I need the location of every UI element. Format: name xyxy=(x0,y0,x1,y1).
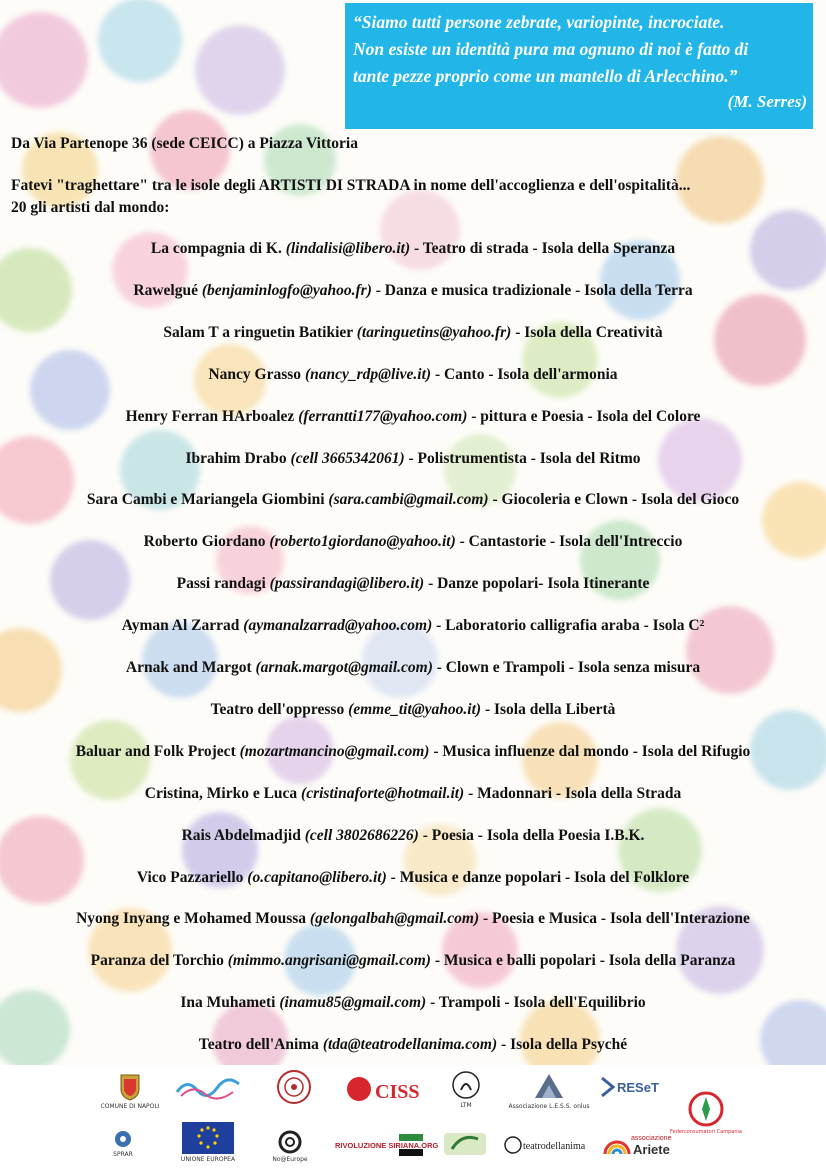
artist-description: - Isola della Creatività xyxy=(511,323,663,341)
artist-description: - Musica influenze dal mondo - Isola del Rifugio xyxy=(429,742,751,760)
artist-name: Ibrahim Drabo xyxy=(185,449,287,467)
ariete-logo xyxy=(600,1125,672,1163)
artist-entry xyxy=(0,491,826,509)
artist-name: Baluar and Folk Project xyxy=(75,742,236,760)
artist-entry xyxy=(0,785,826,803)
less-icon xyxy=(532,1071,566,1101)
artist-entry xyxy=(0,366,826,384)
artist-description: - Canto - Isola dell'armonia xyxy=(431,365,618,383)
reset-label: RESeT xyxy=(617,1080,659,1095)
quote-line-3: tante pezze proprio come un mantello di Arlecchino.” xyxy=(353,66,738,86)
quote-line-1: “Siamo tutti persone zebrate, variopinte, incrociate. xyxy=(353,12,725,32)
eu-flag-icon xyxy=(182,1122,234,1154)
artist-contact: (emme_tit@yahoo.it) xyxy=(348,700,482,718)
artist-contact: (passirandagi@libero.it) xyxy=(269,575,425,593)
ariete-label: Ariete xyxy=(633,1142,670,1157)
artist-contact: (roberto1giordano@yahoo.it) xyxy=(269,533,456,551)
artist-name: Vico Pazzariello xyxy=(136,868,244,886)
quote-box xyxy=(345,3,813,129)
ue-caption: UNIONE EUROPEA xyxy=(180,1155,236,1163)
artist-description: - Poesia - Isola della Poesia I.B.K. xyxy=(418,826,645,844)
artist-entry xyxy=(0,659,826,677)
artist-name: Rais Abdelmadjid xyxy=(181,826,301,844)
artist-contact: (aymanalzarrad@yahoo.com) xyxy=(243,617,433,635)
artist-contact: (gelongalbah@gmail.com) xyxy=(309,910,480,928)
theater-icon xyxy=(503,1132,593,1158)
artist-contact: (ferrantti177@yahoo.com) xyxy=(298,407,468,425)
globe-icon xyxy=(276,1069,312,1105)
artist-name: Nyong Inyang e Mohamed Moussa xyxy=(76,910,307,928)
artist-description: - Isola della Libertà xyxy=(481,700,616,718)
intro-line-1: Fatevi "traghettare" tra le isole degli ARTISTI DI STRADA in nome dell'accoglienza e dell'ospitalità... xyxy=(11,177,691,194)
compass-icon xyxy=(688,1091,724,1127)
artist-description: - Giocoleria e Clown - Isola del Gioco xyxy=(488,491,740,509)
artist-contact: (benjaminlogfo@yahoo.fr) xyxy=(201,281,372,299)
green-logo xyxy=(440,1127,490,1161)
artist-description: - Clown e Trampoli - Isola senza misura xyxy=(432,659,701,676)
artist-name: Ina Muhameti xyxy=(180,994,276,1012)
artist-entry xyxy=(0,282,826,300)
artist-contact: (inamu85@gmail.com) xyxy=(279,994,427,1012)
artist-contact: (mimmo.angrisani@gmail.com) xyxy=(227,952,431,970)
artist-entry xyxy=(0,1036,826,1054)
artist-description: - Cantastorie - Isola dell'Intreccio xyxy=(455,533,683,551)
artist-name: Arnak and Margot xyxy=(125,659,252,676)
artist-name: Roberto Giordano xyxy=(143,533,266,551)
crest-icon xyxy=(119,1073,141,1101)
reset-icon xyxy=(599,1074,657,1100)
artist-contact: (cristinaforte@hotmail.it) xyxy=(301,784,465,802)
sprar-icon xyxy=(111,1129,135,1149)
artist-name: Paranza del Torchio xyxy=(90,952,224,970)
quote-author: (M. Serres) xyxy=(727,92,807,111)
rainbow-icon xyxy=(601,1128,671,1160)
ariete-pre-label: associazione xyxy=(631,1135,672,1142)
artist-entry xyxy=(0,994,826,1012)
ltm-caption: LTM xyxy=(460,1101,472,1109)
artist-contact: (cell 3802686226) xyxy=(304,826,419,844)
comune-caption: COMUNE DI NAPOLI xyxy=(100,1102,160,1110)
quote-line-2: Non esiste un identità pura ma ognuno di noi è fatto di xyxy=(353,39,749,59)
artist-entry xyxy=(0,240,826,258)
artist-description: - Isola della Psyché xyxy=(497,1036,628,1054)
artist-name: Sara Cambi e Mariangela Giombini xyxy=(86,491,325,509)
artist-contact: (o.capitano@libero.it) xyxy=(247,868,387,886)
artist-contact: (sara.cambi@gmail.com) xyxy=(328,491,489,509)
artist-description: - pittura e Poesia - Isola del Colore xyxy=(467,407,701,425)
artist-contact: (mozartmancino@gmail.com) xyxy=(239,742,430,760)
intro-line-2: 20 gli artisti dal mondo: xyxy=(11,199,170,216)
cittadinanza-logo xyxy=(272,1065,316,1109)
sprar-logo xyxy=(96,1121,150,1165)
artist-name: Nancy Grasso xyxy=(208,365,302,383)
artist-contact: (cell 3665342061) xyxy=(290,449,405,467)
comune-napoli-logo xyxy=(100,1069,160,1113)
dancer-icon xyxy=(451,1070,481,1100)
artist-name: Teatro dell'Anima xyxy=(198,1036,319,1054)
artist-entry xyxy=(0,617,826,635)
artist-entry xyxy=(0,701,826,719)
artist-description: - Musica e danze popolari - Isola del Folklore xyxy=(386,868,690,886)
artist-description: - Teatro di strada - Isola della Speranza xyxy=(410,240,676,257)
artist-entry xyxy=(0,533,826,551)
artist-description: - Poesia e Musica - Isola dell'Interazione xyxy=(479,910,750,928)
artist-description: - Polistrumentista - Isola del Ritmo xyxy=(404,449,641,467)
rivoluzione-siriana-logo xyxy=(334,1129,439,1161)
sponsor-logos xyxy=(0,1065,826,1169)
leaf-icon xyxy=(442,1129,488,1159)
ltm-logo xyxy=(446,1067,486,1111)
artist-name: Cristina, Mirko e Luca xyxy=(144,784,298,802)
svg-text:CISS: CISS xyxy=(375,1081,420,1103)
artist-contact: (taringuetins@yahoo.fr) xyxy=(356,323,512,341)
ciss-logo xyxy=(344,1071,420,1107)
artist-description: - Trampoli - Isola dell'Equilibrio xyxy=(426,994,646,1012)
teatro-dell-anima-logo xyxy=(502,1129,594,1161)
artist-name: Rawelgué xyxy=(133,281,198,299)
artist-entry xyxy=(0,450,826,468)
federconsumatori-caption: Federconsumatori Campania xyxy=(670,1129,742,1135)
unione-europea-logo xyxy=(180,1119,236,1165)
artist-name: Salam T a ringuetin Batikier xyxy=(163,323,353,341)
artist-entry xyxy=(0,575,826,593)
artist-description: - Musica e balli popolari - Isola della Paranza xyxy=(430,952,736,970)
route-line: Da Via Partenope 36 (sede CEICC) a Piazza Vittoria xyxy=(11,135,358,152)
artist-description: - Laboratorio calligrafia araba - Isola C² xyxy=(432,617,705,635)
artist-contact: (tda@teatrodellanima.com) xyxy=(322,1036,498,1054)
less-logo xyxy=(508,1065,590,1115)
artist-entry xyxy=(0,869,826,887)
artist-entry xyxy=(0,952,826,970)
artist-name: Ayman Al Zarrad xyxy=(121,617,240,635)
artist-contact: (nancy_rdp@live.it) xyxy=(304,365,432,383)
ciss-icon xyxy=(345,1074,419,1104)
ceicc-logo xyxy=(172,1073,244,1103)
artist-entry xyxy=(0,910,826,928)
less-caption: Associazione L.E.S.S. onlus xyxy=(508,1102,590,1110)
artist-entry xyxy=(0,324,826,342)
sprar-caption: SPRAR xyxy=(113,1150,133,1158)
artist-entry xyxy=(0,743,826,761)
no-europe-logo xyxy=(268,1127,312,1165)
artist-name: Henry Ferran HArboalez xyxy=(125,407,295,425)
rivoluzione-label: RIVOLUZIONE SIRIANA.ORG xyxy=(335,1141,439,1150)
artist-name: La compagnia di K. xyxy=(150,240,282,257)
ceicc-swirl-icon xyxy=(173,1076,243,1100)
artist-contact: (arnak.margot@gmail.com) xyxy=(255,659,433,676)
federconsumatori-logo xyxy=(670,1085,742,1141)
teatro-label: teatrodellanima xyxy=(523,1141,586,1152)
rivoluzione-icon xyxy=(335,1132,439,1158)
artist-name: Passi randagi xyxy=(176,575,266,593)
artist-contact: (lindalisi@libero.it) xyxy=(285,240,411,257)
at-sign-icon xyxy=(275,1130,305,1154)
artist-description: - Madonnari - Isola della Strada xyxy=(464,784,682,802)
no-europe-caption: No@Europe xyxy=(272,1155,308,1163)
artist-description: - Danza e musica tradizionale - Isola della Terra xyxy=(371,281,693,299)
artist-description: - Danze popolari- Isola Itinerante xyxy=(424,575,650,593)
reset-logo xyxy=(598,1071,658,1103)
artist-entry xyxy=(0,408,826,426)
artist-entry xyxy=(0,827,826,845)
artist-name: Teatro dell'oppresso xyxy=(210,700,345,718)
